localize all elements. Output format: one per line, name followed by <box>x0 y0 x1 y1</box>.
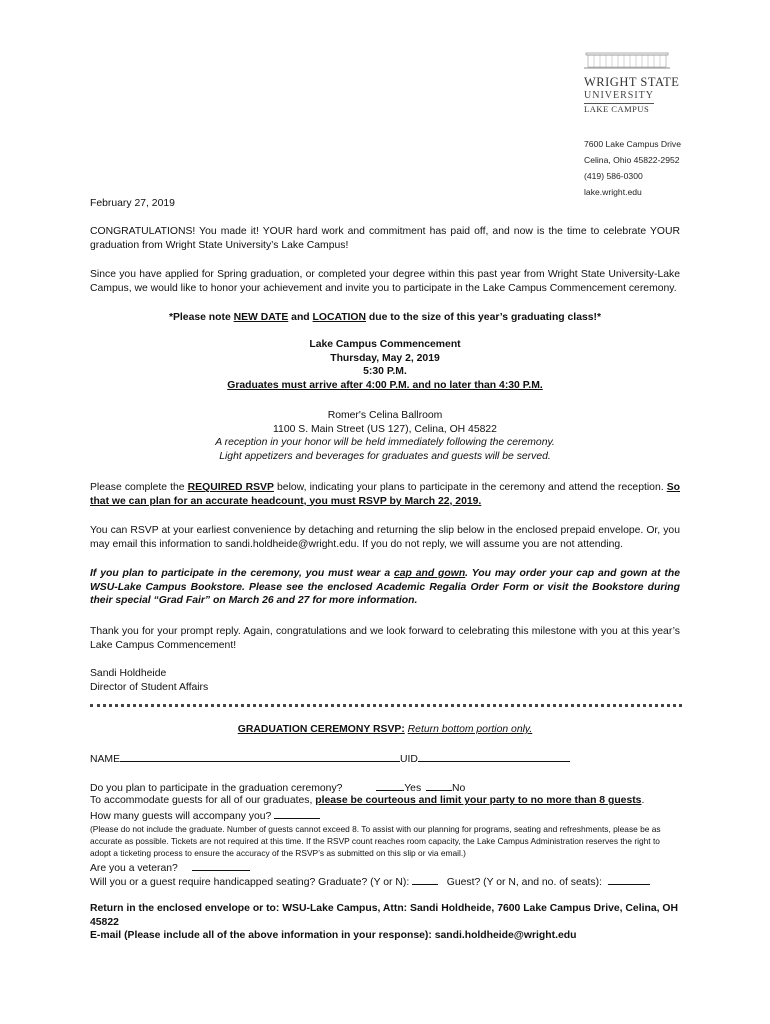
signature-title: Director of Student Affairs <box>90 681 209 693</box>
rsvp-heading-title: GRADUATION CEREMONY RSVP: <box>237 724 405 735</box>
guest-limit-c: . <box>641 795 645 806</box>
return-email: E-mail (Please include all of the above information in your response): sandi.holdheide@wright.edu <box>90 930 577 942</box>
event-arrival: Graduates must arrive after 4:00 P.M. and no later than 4:30 P.M. <box>227 379 543 391</box>
venue-address: 1100 S. Main Street (US 127), Celina, OH 45822 <box>273 423 497 435</box>
paragraph-invitation: Since you have applied for Spring graduation, or completed your degree within this past year from Wright State University-Lake Campus, we would like to honor your achievement and invite you to participate in the Lake Campus Commencement ceremony. <box>90 269 680 294</box>
veteran-field[interactable] <box>192 860 250 871</box>
event-details <box>90 338 680 392</box>
logo-line-1: WRIGHT STATE <box>584 74 680 89</box>
university-logo <box>584 48 684 115</box>
uid-field[interactable] <box>418 751 570 762</box>
note-location: LOCATION <box>312 312 367 323</box>
cap-c: . You may order your cap and gown at the WSU-Lake Campus Bookstore. Please see the enclosed Academic Regalia Order Form or visit the Bookstore during their special “Grad Fair” on March 26 and 27 for more information. <box>90 568 680 607</box>
venue-reception: A reception in your honor will be held immediately following the ceremony. <box>215 437 555 449</box>
address-city: Celina, Ohio 45822-2952 <box>584 155 680 165</box>
paragraph-congratulations: CONGRATULATIONS! You made it! YOUR hard work and commitment has paid off, and now is the time to celebrate YOUR graduation from Wright State University’s Lake Campus! <box>90 226 680 251</box>
guest-limit-a: To accommodate guests for all of our graduates, <box>90 795 316 806</box>
paragraph-cap-gown <box>90 567 680 608</box>
event-time: 5:30 P.M. <box>363 366 407 378</box>
cap-gown: cap and gown <box>393 568 466 579</box>
venue-name: Romer's Celina Ballroom <box>327 410 443 421</box>
no-field[interactable] <box>426 780 452 791</box>
handicap-row <box>90 874 690 890</box>
note-new-date: NEW DATE <box>233 312 289 323</box>
note-a: *Please note <box>168 312 234 323</box>
name-label: NAME <box>90 754 121 765</box>
letter-date: February 27, 2019 <box>90 198 175 209</box>
guest-handicap-label: Guest? (Y or N, and no. of seats): <box>446 877 602 888</box>
address-street: 7600 Lake Campus Drive <box>584 139 681 149</box>
rsvp-c: below, indicating your plans to participate in the ceremony and attend the reception. <box>273 482 664 493</box>
guest-handicap-field[interactable] <box>608 874 650 885</box>
event-title: Lake Campus Commencement <box>309 339 461 350</box>
guest-count-question: How many guests will accompany you? <box>90 811 272 822</box>
address-website: lake.wright.edu <box>584 187 642 197</box>
guest-count-field[interactable] <box>274 808 320 819</box>
building-logo-icon <box>584 48 670 70</box>
tear-line-divider <box>90 704 682 707</box>
return-address: Return in the enclosed envelope or to: WSU-Lake Campus, Attn: Sandi Holdheide, 7600 Lake Campus Drive, Celina, OH 45822 <box>90 903 678 928</box>
yes-label: Yes <box>404 783 422 794</box>
name-field[interactable] <box>120 751 400 762</box>
address-block <box>584 136 681 200</box>
guest-count-row <box>90 808 680 824</box>
logo-line-3: LAKE CAMPUS <box>584 103 650 114</box>
return-info <box>90 902 690 943</box>
note-e: due to the size of this year’s graduating class!* <box>366 312 602 323</box>
guest-fine-print: (Please do not include the graduate. Number of guests cannot exceed 8. To assist with our planning for programs, seating and refreshments, please be as accurate as possible. Tickets are not required at this time. If the RSVP count reaches room capacity, the Lake Campus Administration reserves the right to adopt a ticketing process to ensure the accuracy of the RSVP’s as submitted on this slip or via email.) <box>90 824 661 858</box>
note-c: and <box>288 312 313 323</box>
handicap-question: Will you or a guest require handicapped seating? Graduate? (Y or N): <box>90 877 410 888</box>
address-phone: (419) 586-0300 <box>584 171 643 181</box>
signature-name: Sandi Holdheide <box>90 668 167 679</box>
venue-food: Light appetizers and beverages for graduates and guests will be served. <box>219 450 551 462</box>
paragraph-thanks: Thank you for your prompt reply. Again, congratulations and we look forward to celebrating this milestone with you at this year’s Lake Campus Commencement! <box>90 626 680 651</box>
logo-line-2: UNIVERSITY <box>584 90 654 104</box>
guest-limit-b: please be courteous and limit your party to no more than 8 guests <box>315 795 642 806</box>
rsvp-a: Please complete the <box>90 482 188 493</box>
rsvp-heading-note: Return bottom portion only. <box>407 724 533 735</box>
paragraph-email-rsvp: You can RSVP at your earliest convenience by detaching and returning the slip below in the enclosed prepaid envelope. Or, you may email this information to sandi.holdheide@wright.edu. If you do not reply, we will assume you are not attending. <box>90 525 680 550</box>
no-label: No <box>452 783 466 794</box>
uid-label: UID <box>400 754 418 765</box>
event-date: Thursday, May 2, 2019 <box>330 352 440 364</box>
venue-details <box>90 409 680 463</box>
graduate-handicap-field[interactable] <box>412 874 438 885</box>
yes-field[interactable] <box>376 780 404 791</box>
paragraph-rsvp <box>90 481 680 508</box>
guest-limit-row <box>90 794 690 808</box>
signature <box>90 667 680 694</box>
name-uid-row <box>90 751 680 767</box>
cap-a: If you plan to participate in the ceremony, you must wear a <box>90 568 394 579</box>
rsvp-heading <box>90 723 680 737</box>
veteran-question: Are you a veteran? <box>90 863 178 874</box>
rsvp-required: REQUIRED RSVP <box>187 482 274 493</box>
participate-question: Do you plan to participate in the graduation ceremony? <box>90 783 343 794</box>
rsvp-deadline: So that we can plan for an accurate headcount, you must RSVP by March 22, 2019. <box>90 482 681 507</box>
note-line <box>90 311 680 325</box>
